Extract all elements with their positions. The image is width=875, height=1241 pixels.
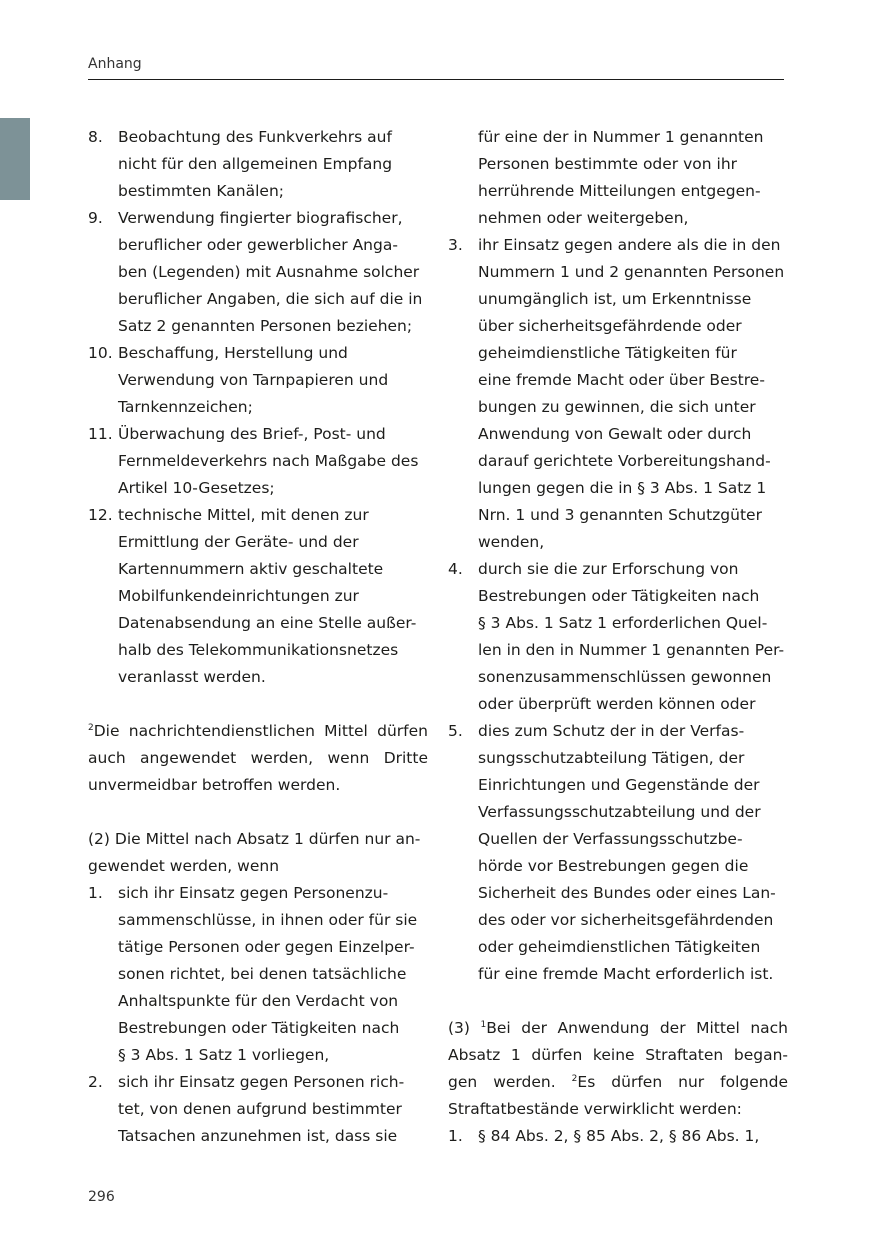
left-column [88,124,428,1150]
right-column [448,124,788,1150]
list-item [448,1123,788,1150]
list-item-number: 9. [88,209,103,227]
list-item-line: tet, von denen aufgrund bestimmter [118,1100,402,1118]
list-item-line: lungen gegen die in § 3 Abs. 1 Satz 1 [478,479,767,497]
list-item-line: Anwendung von Gewalt oder durch [478,425,752,443]
conditions-list-continued [448,232,788,988]
text-line: gen werden. $^2$Es dürfen nur folgende [448,1073,789,1091]
list-item [88,502,428,691]
list-item-line: über sicherheitsgefährdende oder [478,317,742,335]
list-item-line: Beschaffung, Herstellung und [118,344,348,362]
list-item-line: sonen richtet, bei denen tatsächliche [118,965,407,983]
list-item-line: len in den in Nummer 1 genannten Per- [478,641,785,659]
list-item-line: § 3 Abs. 1 Satz 1 erforderlichen Quel- [478,614,768,632]
page-number: 296 [88,1189,115,1205]
list-item-line: Quellen der Verfassungsschutzbe- [478,830,743,848]
list-item-number: 4. [448,560,463,578]
list-item-line: Nummern 1 und 2 genannten Personen [478,263,785,281]
list-item-number: 5. [448,722,463,740]
list-item-number: 1. [448,1127,463,1145]
list-item-line: geheimdienstliche Tätigkeiten für [478,344,737,362]
list-item-number: 12. [88,506,113,524]
list-item-line: Tarnkennzeichen; [118,398,253,416]
list-item-number: 11. [88,425,113,443]
list-item [88,124,428,205]
list-item-line: Überwachung des Brief-, Post- und [118,425,386,443]
list-item-line: Verwendung von Tarnpapieren und [118,371,389,389]
list-item-line: Verfassungsschutzabteilung und der [478,803,761,821]
list-item-line: des oder vor sicherheitsgefährdenden [478,911,774,929]
list-item [448,556,788,718]
text-line: gewendet werden, wenn [88,857,280,875]
list-item-line: Bestrebungen oder Tätigkeiten nach [118,1019,400,1037]
list-item-line: oder überprüft werden können oder [478,695,756,713]
list-item [448,718,788,988]
list-item-line: Nrn. 1 und 3 genannten Schutzgüter [478,506,762,524]
list-item-line: hörde vor Bestrebungen gegen die [478,857,749,875]
continuation-line: herrührende Mitteilungen entgegen- [478,182,761,200]
list-item-line: eine fremde Macht oder über Bestre- [478,371,765,389]
paragraph-3 [448,1015,788,1123]
list-item-line: sich ihr Einsatz gegen Personen rich- [118,1073,405,1091]
list-item-number: 2. [88,1073,103,1091]
sentence-number: 2 [88,723,94,733]
list-item-line: Ermittlung der Geräte- und der [118,533,359,551]
list-item [88,880,428,1069]
list-item-line: beruflicher Angaben, die sich auf die in [118,290,423,308]
list-item-line: tätige Personen oder gegen Einzelper- [118,938,415,956]
conditions-list [88,880,428,1150]
paragraph-2-intro [88,826,428,880]
running-header: Anhang [88,56,142,72]
list-item-line: Artikel 10-Gesetzes; [118,479,275,497]
list-item [88,1069,428,1150]
list-item-line: sammenschlüsse, in ihnen oder für sie [118,911,418,929]
list-item-line: technische Mittel, mit denen zur [118,506,369,524]
list-item-line: wenden, [478,533,545,551]
list-item-line: Kartennummern aktiv geschaltete [118,560,384,578]
list-item [448,232,788,556]
list-item-line: Satz 2 genannten Personen beziehen; [118,317,413,335]
text-line: (2) Die Mittel nach Absatz 1 dürfen nur an- [88,830,421,848]
text-line: $^2$Die nachrichtendienstlichen Mittel dürfen [88,722,428,740]
list-item-line: Tatsachen anzunehmen ist, dass sie [118,1127,398,1145]
text-line: unvermeidbar betroffen werden. [88,776,341,794]
list-item-line: ihr Einsatz gegen andere als die in den [478,236,781,254]
list-item-line: veranlasst werden. [118,668,266,686]
list-item-line: unumgänglich ist, um Erkenntnisse [478,290,752,308]
list-item-line: sungsschutzabteilung Tätigen, der [478,749,745,767]
list-item-line: oder geheimdienstlichen Tätigkeiten [478,938,761,956]
paragraph-sentence-2 [88,718,428,799]
list-item-line: bestimmten Kanälen; [118,182,284,200]
list-item-line: Beobachtung des Funkverkehrs auf [118,128,392,146]
list-item-number: 1. [88,884,103,902]
continuation-line: nehmen oder weitergeben, [478,209,689,227]
list-item-line: beruflicher oder gewerblicher Anga- [118,236,398,254]
list-item-line: Mobilfunkendeinrichtungen zur [118,587,359,605]
list-item-line: Fernmeldeverkehrs nach Maßgabe des [118,452,419,470]
list-item-line: Einrichtungen und Gegenstände der [478,776,760,794]
list-item-line: für eine fremde Macht erforderlich ist. [478,965,774,983]
list-item-line: dies zum Schutz der in der Verfas- [478,722,745,740]
sentence-number: 1 [480,1020,487,1030]
list-item-line: Bestrebungen oder Tätigkeiten nach [478,587,760,605]
list-item-line: darauf gerichtete Vorbereitungshand- [478,452,771,470]
measures-list [88,124,428,691]
text-line: Straftatbestände verwirklicht werden: [448,1100,742,1118]
continuation-line: Personen bestimmte oder von ihr [478,155,738,173]
list-item-line: nicht für den allgemeinen Empfang [118,155,393,173]
sentence-number: 2 [571,1074,578,1084]
list-item-line: ben (Legenden) mit Ausnahme solcher [118,263,420,281]
list-item-line: Sicherheit des Bundes oder eines Lan- [478,884,776,902]
offences-list [448,1123,788,1150]
list-item-line: § 3 Abs. 1 Satz 1 vorliegen, [118,1046,330,1064]
list-item-number: 8. [88,128,103,146]
list-item-line: Datenabsendung an eine Stelle außer- [118,614,417,632]
list-item-line: § 84 Abs. 2, § 85 Abs. 2, § 86 Abs. 1, [478,1127,760,1145]
list-item-line: halb des Telekommunikationsnetzes [118,641,399,659]
chapter-tab-marker [0,118,30,200]
list-item-number: 10. [88,344,113,362]
text-line: Absatz 1 dürfen keine Straftaten began- [448,1046,788,1064]
list-item-line: durch sie die zur Erforschung von [478,560,739,578]
list-item-number: 3. [448,236,463,254]
list-item [88,340,428,421]
list-item-line: sich ihr Einsatz gegen Personenzu- [118,884,389,902]
text-line: auch angewendet werden, wenn Dritte [88,749,428,767]
continuation-line: für eine der in Nummer 1 genannten [478,128,764,146]
list-item-line: sonenzusammenschlüssen gewonnen [478,668,772,686]
list-item-line: Anhaltspunkte für den Verdacht von [118,992,399,1010]
header-rule [88,79,784,80]
list-item-line: bungen zu gewinnen, die sich unter [478,398,756,416]
text-line: (3) $^1$Bei der Anwendung der Mittel nach [448,1019,788,1037]
list-item [88,205,428,340]
list-item [88,421,428,502]
list-item-line: Verwendung fingierter biografischer, [118,209,403,227]
item-continuation [448,124,788,232]
